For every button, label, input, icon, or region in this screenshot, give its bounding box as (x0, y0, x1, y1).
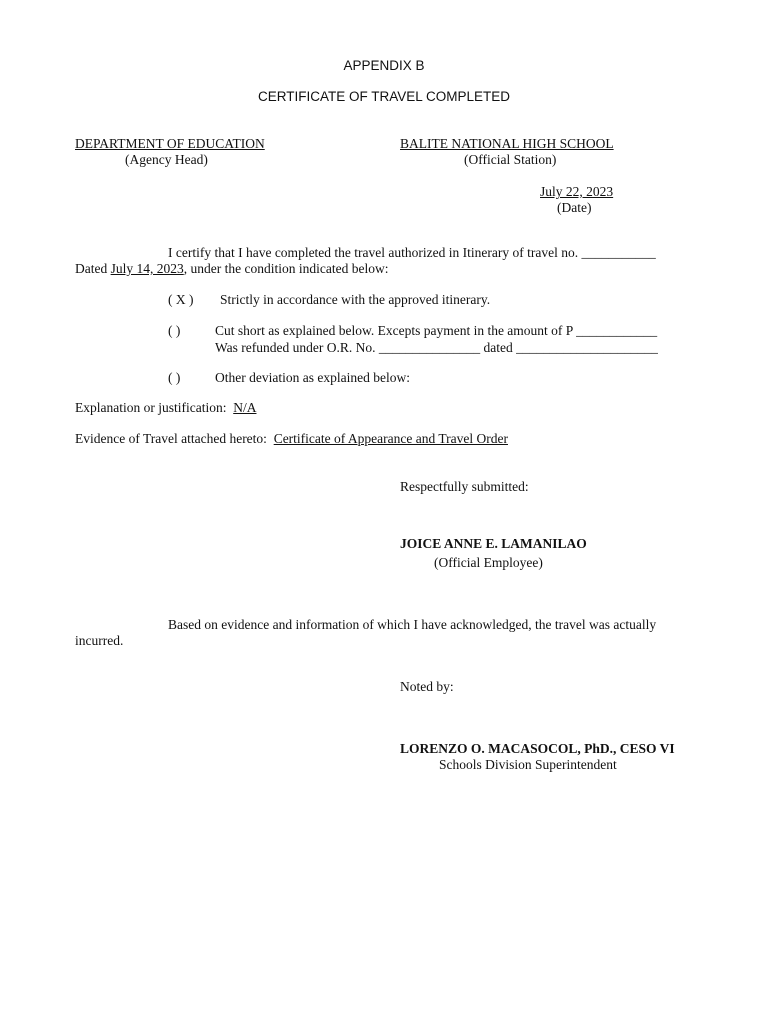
agency-name: DEPARTMENT OF EDUCATION (75, 136, 265, 151)
certify-line-2 (75, 261, 388, 277)
agency-label: (Agency Head) (125, 152, 208, 167)
appendix-heading: APPENDIX B (343, 58, 425, 73)
date-value: July 22, 2023 (540, 184, 614, 199)
noted-label: Noted by: (400, 679, 454, 694)
employee-role: (Official Employee) (434, 555, 543, 570)
explanation-line (75, 400, 256, 416)
date-label: (Date) (557, 200, 592, 215)
option-checkbox-3: ( ) (168, 370, 181, 385)
submitted-label: Respectfully submitted: (400, 479, 529, 494)
dated-suffix: , under the condition indicated below: (183, 261, 389, 276)
evidence-label: Evidence of Travel attached hereto: (75, 431, 267, 446)
option-text-3: Other deviation as explained below: (215, 370, 410, 385)
certify-line-1: I certify that I have completed the travel authorized in Itinerary of travel no. ___________ (168, 245, 656, 260)
option-text-1: Strictly in accordance with the approved itinerary. (220, 292, 491, 307)
explanation-value: N/A (233, 400, 257, 415)
option-checkbox-2: ( ) (168, 323, 181, 338)
dated-value: July 14, 2023 (110, 261, 184, 276)
evidence-line (75, 431, 508, 447)
station-name: BALITE NATIONAL HIGH SCHOOL (400, 136, 614, 151)
evidence-value: Certificate of Appearance and Travel Order (273, 431, 508, 446)
option-text-2-continued: Was refunded under O.R. No. _______________ dated _____________________ (215, 340, 658, 355)
station-label: (Official Station) (464, 152, 557, 167)
dated-prefix: Dated (75, 261, 111, 276)
superintendent-role: Schools Division Superintendent (439, 757, 617, 772)
acknowledge-line-1: Based on evidence and information of which I have acknowledged, the travel was actually (168, 617, 657, 632)
option-text-2: Cut short as explained below. Excepts payment in the amount of P ____________ (215, 323, 658, 338)
explanation-label: Explanation or justification: (75, 400, 227, 415)
superintendent-name: LORENZO O. MACASOCOL, PhD., CESO VI (400, 741, 675, 756)
employee-name: JOICE ANNE E. LAMANILAO (400, 536, 587, 551)
acknowledge-line-2: incurred. (75, 633, 124, 648)
option-checkbox-1: ( X ) (168, 292, 194, 307)
document-title: CERTIFICATE OF TRAVEL COMPLETED (257, 89, 511, 104)
